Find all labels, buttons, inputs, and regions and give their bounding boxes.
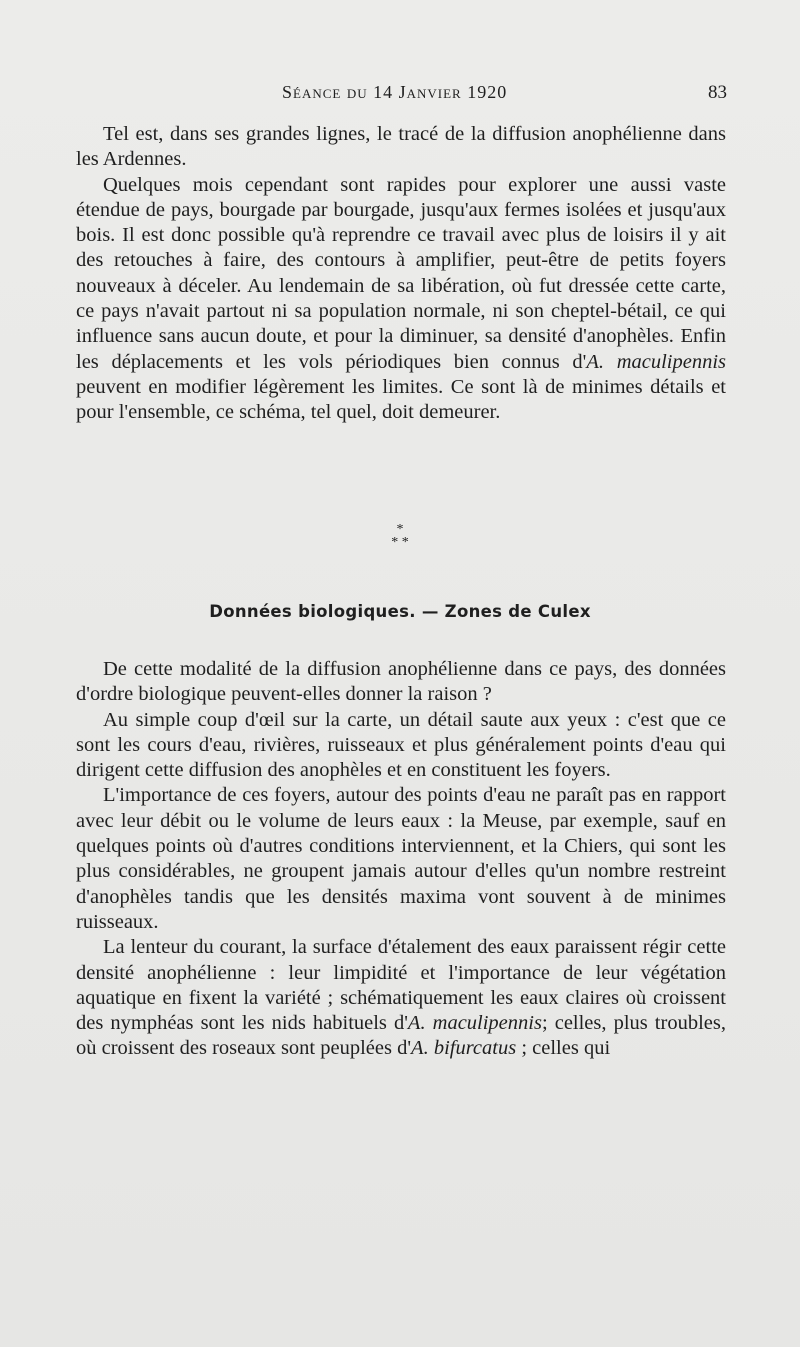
paragraph: Au simple coup d'œil sur la carte, un détail saute aux yeux : c'est que ce sont les cours d'eau, rivières, ruisseaux et plus généralement points d'eau qui dirigent cette diffusion des anophèles et en constituent les foyers.: [76, 708, 726, 782]
paragraph: Tel est, dans ses grandes lignes, le tracé de la diffusion anophélienne dans les Ardennes.: [76, 123, 726, 171]
paragraph-text: Quelques mois cependant sont rapides pour explorer une aussi vaste étendue de pays, bourgade par bourgade, jusqu'aux fermes isolées et jusqu'aux bois. Il est donc possible qu'à reprendre ce travail avec plus de loisirs il y ait des retouches à faire, des contours à amplifier, peut-être de petits foyers nouveaux à déceler. Au lendemain de sa libération, où fut dressée cette carte, ce pays n'avait partout ni sa population normale, ni son cheptel-bétail, ce qui influence sans aucun doute, et pour la diminuer, sa densité d'anophèles. Enfin les déplacements et les vols périodiques bien connus d': [76, 173, 726, 373]
page-number: 83: [708, 82, 727, 103]
species-name: A. maculipennis: [407, 1012, 542, 1035]
asterism-top: *: [396, 522, 404, 537]
paragraph: L'importance de ces foyers, autour des points d'eau ne paraît pas en rapport avec leur débit ou le volume de leurs eaux : la Meuse, par exemple, sauf en quelques points où d'autres conditions interviennent, et la Chiers, qui sont les plus considérables, ne groupent jamais autour d'elles qu'un nombre restreint d'anophèles tandis que les densités maxima vont souvent à de minimes ruisseaux.: [76, 784, 726, 933]
paragraph-text: ; celles, plus troubles, où croissent des roseaux sont peuplées d': [76, 1012, 726, 1060]
species-name: A. maculipennis: [586, 350, 727, 373]
paragraph: [76, 173, 726, 426]
page-header: [0, 76, 800, 106]
paragraph-text: peuvent en modifier légèrement les limites. Ce sont là de minimes détails et pour l'ensemble, ce schéma, tel quel, doit demeurer.: [76, 375, 726, 424]
running-title: Séance du 14 Janvier 1920: [282, 82, 508, 102]
species-name: A. bifurcatus: [411, 1037, 517, 1060]
text-block-upper: [76, 122, 726, 426]
paragraph: De cette modalité de la diffusion anophélienne dans ce pays, des données d'ordre biologique peuvent-elles donner la raison ?: [76, 658, 726, 706]
asterism-divider: [0, 523, 800, 549]
paragraph-text: ; celles qui: [516, 1037, 611, 1060]
paragraph: [76, 935, 726, 1061]
text-block-lower: [76, 657, 726, 1062]
section-heading: Données biologiques. — Zones de Culex: [209, 602, 591, 621]
asterism-bottom: * *: [391, 535, 409, 550]
paragraph-text: La lenteur du courant, la surface d'étalement des eaux paraissent régir cette densité anophélienne : leur limpidité et l'importance de leur végétation aquatique en fixent la variété ; schématiquement les eaux claires où croissent des nymphéas sont les nids habituels d': [76, 936, 726, 1035]
